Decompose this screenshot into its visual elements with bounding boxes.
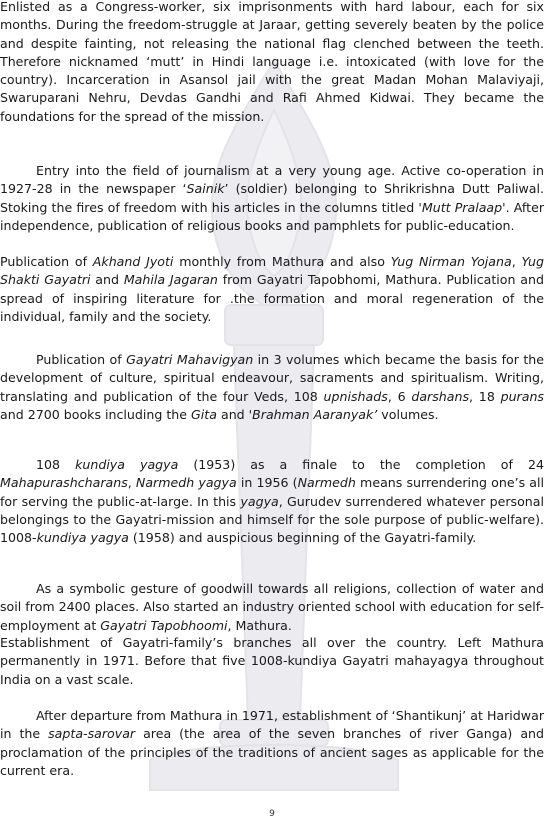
text-segment: '. After independence, publication of religious books and pamphlets for public-education. [0, 199, 544, 233]
italic-text: darshans [411, 388, 470, 404]
paragraph [0, 351, 544, 424]
text-segment: , Gurudev surrendered whatever personal belongings to the Gayatri-mission and himself for the sole purpose of public-welfare). 1008- [0, 493, 544, 546]
text-segment: (1958) and auspicious beginning of the Gayatri-family. [128, 530, 477, 546]
paragraph [0, 162, 544, 235]
italic-text: kundiya yagya [36, 530, 129, 546]
italic-text: Sainik [186, 181, 225, 197]
paragraph [0, 634, 544, 689]
italic-text: Mutt Pralaap [421, 199, 503, 215]
text-segment: in 3 volumes which became the basis for the development of culture, spiritual endeavour, sacraments and spiritualism. Writing, translating and publication of the four Veds, 108 [0, 352, 544, 404]
italic-text: Mahila Jagaran [123, 272, 218, 288]
italic-text: Gayatri Tapobhoomi [100, 617, 228, 633]
italic-text: kundiya yagya [75, 457, 179, 472]
text-segment: Entry into the field of journalism at a very young age. Active co-operation in 1927-28 in the newspaper ‘ [0, 163, 544, 197]
text-segment: , [127, 475, 136, 491]
text-segment: in 1956 ( [236, 475, 298, 491]
italic-text: Narmedh [297, 475, 356, 491]
italic-text: Narmedh yagya [135, 475, 237, 491]
paragraph [0, 456, 544, 547]
text-segment: After departure from Mathura in 1971, establishment of ‘Shantikunj’ at Haridwar in the [0, 708, 544, 742]
italic-text: Akhand Jyoti [92, 254, 174, 269]
italic-text: Mahapurashcharans [0, 475, 128, 491]
text-segment: , 6 [387, 388, 412, 404]
text-segment: monthly from Mathura and also [173, 254, 391, 269]
italic-text: Gita [191, 406, 217, 422]
text-segment: volumes. [377, 406, 439, 422]
paragraph [0, 253, 544, 326]
italic-text: Yug Nirman Yojana [390, 254, 512, 269]
text-segment: , [511, 254, 522, 269]
text-segment: , 18 [469, 388, 501, 404]
text-segment: from Gayatri Tapobhomi, Mathura. Publication and spread of inspiring literature for .the formation and moral regeneration of the individual, family and the society. [0, 272, 544, 324]
text-segment: , Mathura. [227, 617, 292, 633]
page-number: 9 [269, 809, 275, 819]
paragraph [0, 707, 544, 780]
text-segment: Publication of [0, 254, 93, 269]
text-segment: Enlisted as a Congress-worker, six imprisonments with hard labour, each for six months. During the freedom-struggle at Jaraar, getting severely beaten by the police and despite fainting, not releasing the national flag clenched between the teeth. Therefore nicknamed ‘mutt’ in Hindi language i.e. intoxicated (with love for the country). Incarceration in Asansol jail with the great Madan Mohan Malaviyaji, Swaruparani Nehru, Devdas Gandhi and Rafi Ahmed Kidwai. They became the foundations for the spread of the mission. [0, 0, 544, 124]
italic-text: upnishads [323, 388, 388, 404]
text-segment: and [90, 272, 124, 288]
text-segment: and 2700 books including the [0, 406, 192, 422]
text-segment: Establishment of Gayatri-family’s branches all over the country. Left Mathura permanently in 1971. Before that five 1008-kundiya Gayatri mahayagya throughout India on a vast scale. [0, 635, 544, 687]
text-segment: 108 [36, 457, 76, 472]
italic-text: purans [500, 388, 544, 404]
paragraph [0, 0, 544, 126]
italic-text: sapta-sarovar [48, 726, 136, 742]
italic-text: Gayatri Mahavigyan [126, 352, 254, 367]
text-segment: As a symbolic gesture of goodwill towards all religions, collection of water and soil from 2400 places. Also started an industry oriented school with education for self-employment at [0, 581, 544, 633]
text-segment: area (the area of the seven branches of river Ganga) and proclamation of the principles of the traditions of ancient sages as applicable for the current era. [0, 726, 545, 778]
italic-text: yagya [240, 493, 279, 509]
paragraph [0, 580, 544, 635]
text-segment: (1953) as a finale to the completion of 24 [178, 457, 544, 472]
italic-text: 'Brahman Aaranyak’ [248, 406, 378, 422]
text-segment: means surrendering one’s all for serving the public-at-large. In this [0, 475, 544, 509]
text-segment: Publication of [36, 352, 127, 367]
text-segment: and [216, 406, 249, 422]
text-segment: ’ (soldier) belonging to Shrikrishna Dutt Paliwal. Stoking the fires of freedom with his articles in the columns titled ' [0, 181, 544, 215]
italic-text: Yug Shakti Gayatri [0, 254, 544, 288]
